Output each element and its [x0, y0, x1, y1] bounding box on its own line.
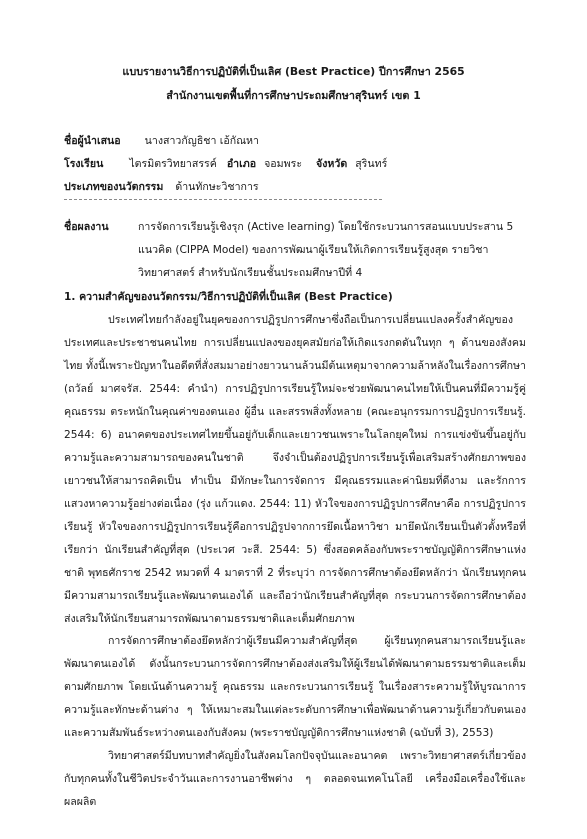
paragraph-3: วิทยาศาสตร์มีบทบาทสำคัญยิ่งในสังคมโลกปัจจุบันและอนาคต เพราะวิทยาศาสตร์เกี่ยวข้องกับทุกคนทั้งในชีวิตประจำวันและการงานอาชีพต่าง ๆ ตลอดจนเทคโนโลยี เครื่องมือเครื่องใช้และผลผลิต — [64, 750, 526, 808]
section-heading: 1. ความสำคัญของนวัตกรรม/วิธีการปฏิบัติที่เป็นเลิศ (Best Practice) — [64, 291, 393, 303]
innovation-type-row — [64, 176, 259, 199]
innovation-type-label: ประเภทของนวัตกรรม — [64, 181, 164, 193]
report-title: แบบรายงานวิธีการปฏิบัติที่เป็นเลิศ (Best Practice) ปีการศึกษา 2565 — [122, 65, 465, 78]
school-label: โรงเรียน — [64, 158, 104, 170]
report-subtitle: สำนักงานเขตพื้นที่การศึกษาประถมศึกษาสุรินทร์ เขต 1 — [166, 89, 421, 102]
result-label: ชื่อผลงาน — [64, 221, 109, 233]
presenter-label: ชื่อผู้นำเสนอ — [64, 135, 121, 147]
presenter-row — [64, 130, 259, 153]
result-text: การจัดการเรียนรู้เชิงรุก (Active learning) โดยใช้กระบวนการสอนแบบประสาน 5 แนวคิด (CIPPA Model) ของการพัฒนาผู้เรียนให้เกิดการเรียนรู้สูงสุด รายวิชาวิทยาศาสตร์ สำหรับนักเรียนชั้นประถมศึกษาปีที่ 4 — [138, 221, 514, 279]
province-value: สุรินทร์ — [355, 158, 388, 170]
paragraph-2: การจัดการศึกษาต้องยึดหลักว่าผู้เรียนมีความสำคัญที่สุด ผู้เรียนทุกคนสามารถเรียนรู้และพัฒนาตนเองได้ ดังนั้นกระบวนการจัดการศึกษาต้องส่งเสริมให้ผู้เรียนได้พัฒนาตามธรรมชาติและเต็มตามศักยภาพ โดยเน้นด้านความรู้ คุณธรรม และกระบวนการเรียนรู้ ในเรื่องสาระความรู้ให้บูรณาการความรู้และทักษะด้านต่าง ๆ ให้เหมาะสมในแต่ละระดับการศึกษาเพื่อพัฒนาด้านความรู้เกี่ยวกับตนเองและความสัมพันธ์ระหว่างตนเองกับสังคม (พระราชบัญญัติการศึกษาแห่งชาติ (ฉบับที่ 3), 2553) — [64, 635, 526, 739]
district-label: อำเภอ — [226, 158, 257, 170]
district-value: จอมพระ — [264, 158, 303, 170]
presenter-value: นางสาวกัญธิชา เอ้กัณหา — [144, 135, 259, 147]
paragraph-1: ประเทศไทยกำลังอยู่ในยุคของการปฏิรูปการศึกษาซึ่งถือเป็นการเปลี่ยนแปลงครั้งสำคัญของประเทศและประชาชนคนไทย การเปลี่ยนแปลงของยุคสมัยก่อให้เกิดแรงกดดันในทุก ๆ ด้านของสังคมไทย ทั้งนี้เพราะปัญหาในอดีตที่สั่งสมมาอย่างยาวนานล้วนมีต้นเหตุมาจากความล้าหลังในเรื่องการศึกษา (ถวัลย์ มาศจรัส. 2544: คำนำ) การปฏิรูปการเรียนรู้ใหม่จะช่วยพัฒนาคนไทยให้เป็นคนที่มีความรู้คู่คุณธรรม ตระหนักในคุณค่าของตนเอง ผู้อื่น และสรรพสิ่งทั้งหลาย (คณะอนุกรรมการปฏิรูปการเรียนรู้. 2544: 6) อนาคตของประเทศไทยขึ้นอยู่กับเด็กและเยาวชนเพราะในโลกยุคใหม่ การแข่งขันขึ้นอยู่กับความรู้และความสามารถของคนในชาติ จึงจำเป็นต้องปฏิรูปการเรียนรู้เพื่อเสริมสร้างศักยภาพของเยาวชนให้สามารถคิดเป็น ทำเป็น มีทักษะในการจัดการ มีคุณธรรมและค่านิยมที่ดีงาม และรักการแสวงหาความรู้อย่างต่อเนื่อง (รุ่ง แก้วแดง. 2544: 11) หัวใจของการปฏิรูปการศึกษาคือ การปฏิรูปการเรียนรู้ หัวใจของการปฏิรูปการเรียนรู้คือการปฏิรูปจากการยึดเนื้อหาวิชา มายึดนักเรียนเป็นตัวตั้งหรือที่เรียกว่า นักเรียนสำคัญที่สุด (ประเวศ วะสี. 2544: 5) ซึ่งสอดคล้องกับพระราชบัญญัติการศึกษาแห่งชาติ พุทธศักราช 2542 หมวดที่ 4 มาตราที่ 2 ที่ระบุว่า การจัดการศึกษาต้องยึดหลักว่า นักเรียนทุกคนมีความสามารถเรียนรู้และพัฒนาตนเองได้ และถือว่านักเรียนสำคัญที่สุด กระบวนการจัดการศึกษาต้องส่งเสริมให้นักเรียนสามารถพัฒนาตามธรรมชาติและเต็มศักยภาพ — [64, 314, 526, 625]
innovation-type-value: ด้านทักษะวิชาการ — [175, 181, 259, 193]
school-value: ไตรมิตรวิทยาสรรค์ — [129, 158, 217, 170]
school-row — [64, 153, 387, 176]
dashed-divider — [64, 199, 382, 200]
province-label: จังหวัด — [316, 158, 348, 170]
